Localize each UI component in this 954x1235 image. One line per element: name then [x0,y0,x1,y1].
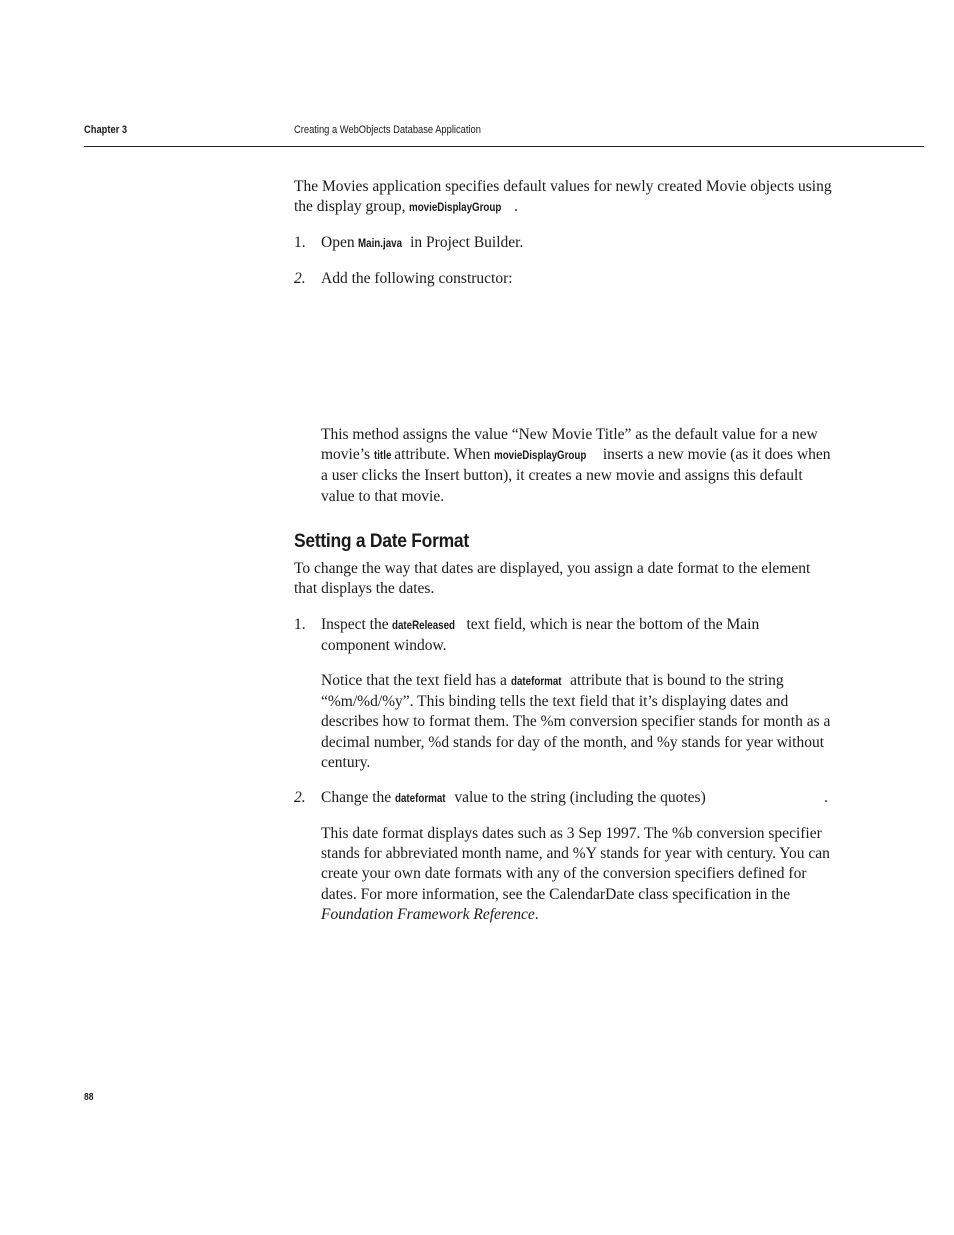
method-note-paragraph: This method assigns the value “New Movie Title” as the default value for a new movie’s title attribute. When movieDisplayGroup inserts a new movie (as it does when a user clicks the Insert button), it creates a new movie and assigns this default value to that movie. [321,426,831,505]
chapter-title: Creating a WebObjects Database Application [294,124,481,136]
trailing-period: . [824,789,828,806]
code-main-java: Main.java [358,238,403,250]
code-title: title [373,450,392,463]
step-text: Inspect the dateReleased text field, which is near the bottom of the Main component window. [321,616,760,655]
chapter-label: Chapter 3 [84,124,128,136]
date-format-explanation-paragraph: This date format displays dates such as 3 Sep 1997. The %b conversion specifier stands for abbreviated month name, and %Y stands for year with century. You can create your own date formats with any of the conversion specifiers defined for dates. For more information, see the CalendarDate class specification in the Foundation Framework Reference. [321,825,830,923]
step-text: Change the dateformat value to the string (including the quotes) [321,788,831,809]
code-dateformat: dateformat [395,793,446,805]
code-movie-display-group: movieDisplayGroup [409,202,502,215]
dateformat-note-paragraph: Notice that the text field has a dateformat attribute that is bound to the string “%m/%d/%y”. This binding tells the text field that it’s displaying dates and describes how to format them. The %m conversion specifier stands for month as a decimal number, %d stands for day of the month, and %y stands for year without century. [321,672,831,771]
book-title: Foundation Framework Reference [321,905,535,923]
section-intro-paragraph: To change the way that dates are displayed, you assign a date format to the element that displays the dates. [294,560,811,598]
code-dateformat: dateformat [510,676,562,688]
step-text: Add the following constructor: [321,270,513,287]
page-header [84,124,924,147]
step-number: 2. [294,270,306,287]
code-movie-display-group: movieDisplayGroup [494,450,587,463]
section-heading: Setting a Date Format [294,531,469,552]
code-date-released: dateReleased [392,620,456,632]
step-number: 2. [294,789,306,806]
page-number: 88 [84,1092,94,1103]
step-number: 1. [294,616,306,633]
step-text: Open Main.java in Project Builder. [321,233,831,254]
step-number: 1. [294,234,306,251]
intro-paragraph: The Movies application specifies default values for newly created Movie objects using the display group, movieDisplayGroup . [294,177,834,218]
